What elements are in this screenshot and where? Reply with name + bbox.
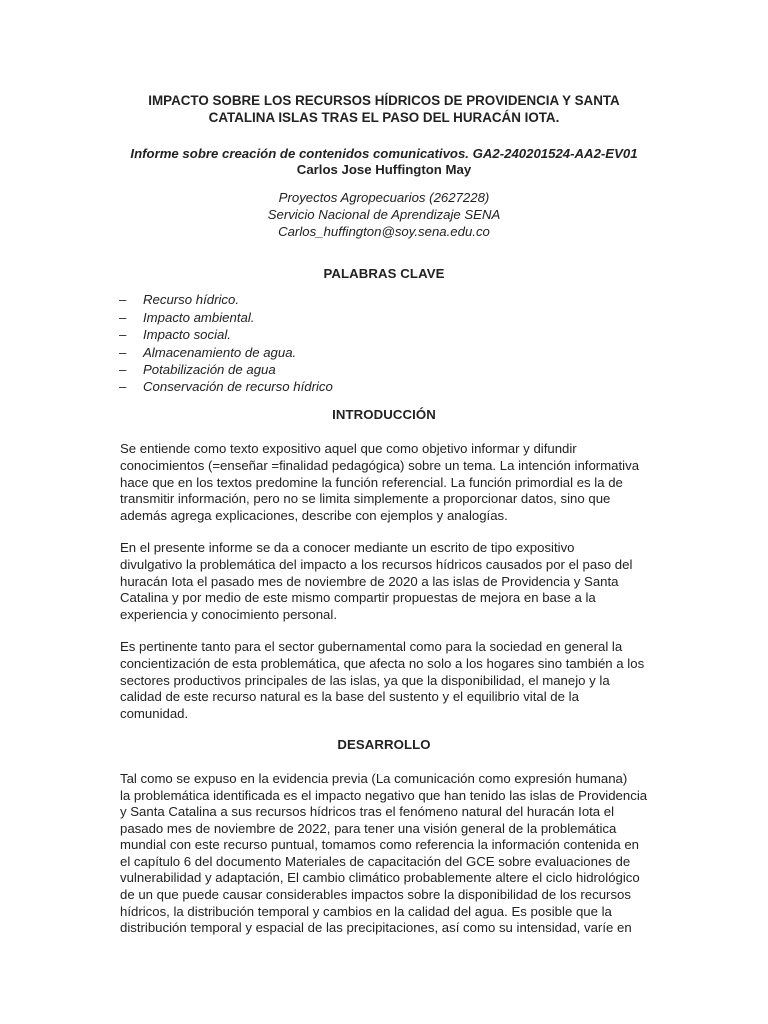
keyword-item — [106, 291, 662, 308]
keyword-text: Impacto ambiental. — [143, 309, 255, 325]
development-paragraph — [106, 771, 662, 937]
paragraph-line: concientización de esta problemática, que afecta no solo a los hogares sino también a los — [120, 655, 645, 671]
paragraph-line: experiencia y conocimiento personal. — [120, 606, 337, 622]
keyword-item — [106, 326, 662, 343]
paragraph-line: Se entiende como texto expositivo aquel que como objetivo informar y difundir — [120, 441, 577, 457]
paragraph-line: En el presente informe se da a conocer mediante un escrito de tipo expositivo — [120, 540, 575, 556]
keyword-item — [106, 361, 662, 378]
dash-bullet: – — [119, 309, 127, 325]
author-affiliation — [106, 189, 662, 240]
title-line-1: IMPACTO SOBRE LOS RECURSOS HÍDRICOS DE PROVIDENCIA Y SANTA — [148, 93, 620, 108]
paragraph-line: hídricos, la distribución temporal y cambios en la calidad del agua. Es posible que la — [120, 903, 612, 919]
paragraph-line: de un que puede causar considerables impactos sobre la disponibilidad de los recursos — [120, 887, 631, 903]
keyword-item — [106, 378, 662, 395]
intro-paragraph-3 — [106, 639, 662, 722]
paragraph-line: y Santa Catalina a sus recursos hídricos tras el fenómeno natural del huracán Iota el — [120, 804, 615, 820]
paragraph-line: transmitir información, pero no se limita simplemente a proporcionar datos, sino que — [120, 491, 611, 507]
keywords-heading: PALABRAS CLAVE — [323, 265, 445, 281]
paragraph-line: el capítulo 6 del documento Materiales de capacitación del GCE sobre evaluaciones de — [120, 853, 631, 869]
affiliation-email: Carlos_huffington@soy.sena.edu.co — [278, 223, 490, 239]
intro-paragraph-2 — [106, 540, 662, 623]
document-title — [106, 93, 662, 127]
dash-bullet: – — [119, 344, 127, 360]
introduction-heading: INTRODUCCIÓN — [332, 406, 436, 422]
dash-bullet: – — [119, 292, 127, 308]
keyword-text: Almacenamiento de agua. — [143, 344, 297, 360]
document-author: Carlos Jose Huffington May — [296, 162, 472, 178]
paragraph-line: calidad de este recurso natural es la base del sustento y el equilibrio vital de la — [120, 689, 579, 705]
development-heading: DESARROLLO — [337, 737, 431, 753]
dash-bullet: – — [119, 362, 127, 377]
keywords-list — [106, 291, 662, 395]
dash-bullet: – — [119, 379, 127, 395]
paragraph-line: distribución temporal y espacial de las precipitaciones, así como su intensidad, varíe en — [120, 920, 632, 936]
paragraph-line: hace que en los textos predomine la función referencial. La función primordial es la de — [120, 474, 623, 490]
keyword-text: Impacto social. — [143, 327, 231, 343]
paragraph-line: comunidad. — [120, 705, 189, 721]
affiliation-program: Proyectos Agropecuarios (2627228) — [278, 189, 490, 205]
affiliation-institution: Servicio Nacional de Aprendizaje SENA — [267, 206, 501, 222]
paragraph-line: Catalina y por medio de este mismo compartir propuestas de mejora en base a la — [120, 590, 596, 606]
title-line-2: CATALINA ISLAS TRAS EL PASO DEL HURACÁN IOTA. — [208, 109, 560, 125]
keyword-item — [106, 309, 662, 326]
dash-bullet: – — [119, 327, 127, 343]
paragraph-line: divulgativo la problemática del impacto a los recursos hídricos causados por el paso del — [120, 556, 633, 572]
keyword-text: Recurso hídrico. — [143, 292, 240, 308]
paragraph-line: huracán Iota el pasado mes de noviembre de 2020 a las islas de Providencia y Santa — [120, 573, 619, 589]
keyword-text: Potabilización de agua — [143, 362, 276, 377]
paragraph-line: pasado mes de noviembre de 2022, para tener una visión general de la problemática — [120, 820, 617, 836]
paragraph-line: Es pertinente tanto para el sector gubernamental como para la sociedad en general la — [120, 639, 623, 655]
paragraph-line: además agrega explicaciones, describe con ejemplos y analogías. — [120, 507, 508, 523]
paragraph-line: la problemática identificada es el impacto negativo que han tenido las islas de Providencia — [120, 787, 648, 803]
paragraph-line: Tal como se expuso en la evidencia previa (La comunicación como expresión humana) — [120, 770, 628, 786]
keyword-text: Conservación de recurso hídrico — [143, 379, 333, 395]
paragraph-line: conocimientos (=enseñar =finalidad pedagógica) sobre un tema. La intención informativa — [120, 458, 640, 473]
paragraph-line: mundial con este recurso puntual, tomamos como referencia la información contenida en — [120, 837, 639, 853]
paragraph-line: sectores productivos principales de las islas, ya que la disponibilidad, el manejo y la — [120, 672, 610, 688]
keyword-item — [106, 344, 662, 361]
document-page — [0, 93, 768, 1024]
paragraph-line: vulnerabilidad y adaptación, El cambio climático probablemente altere el ciclo hidrológico — [120, 870, 640, 886]
document-subtitle: Informe sobre creación de contenidos comunicativos. GA2-240201524-AA2-EV01 — [130, 145, 638, 161]
intro-paragraph-1 — [106, 441, 662, 524]
